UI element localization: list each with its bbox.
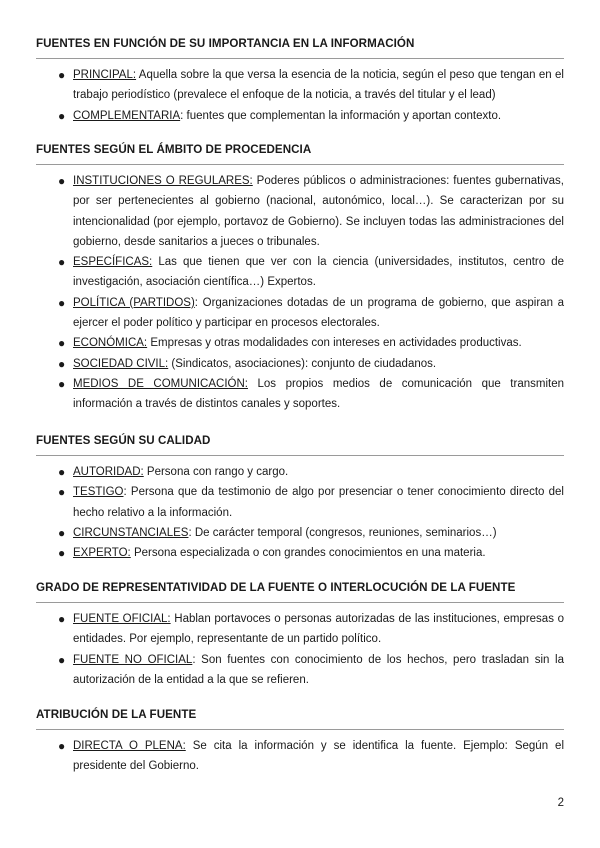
section-procedencia	[36, 143, 564, 415]
section-heading: ATRIBUCIÓN DE LA FUENTE	[36, 708, 197, 721]
bullet-icon: ●	[58, 336, 66, 351]
list-item	[36, 462, 564, 482]
bullet-list	[36, 65, 564, 126]
item-term: CIRCUNSTANCIALES	[73, 526, 189, 539]
item-term: DIRECTA O PLENA:	[73, 740, 186, 752]
bullet-list	[36, 462, 564, 563]
list-item	[36, 171, 564, 252]
section-divider	[36, 602, 564, 603]
section-calidad	[36, 434, 564, 563]
item-text: Aquella sobre la que versa la esencia de la noticia, según el peso que tengan en el trabajo periodístico (prevalece el enfoque de la noticia, a través del titular y el lead)	[73, 69, 564, 102]
list-item	[36, 354, 564, 374]
bullet-icon: ●	[58, 255, 66, 270]
item-text: Empresas y otras modalidades con intereses en actividades productivas.	[147, 337, 522, 350]
bullet-icon: ●	[58, 465, 66, 479]
section-heading: GRADO DE REPRESENTATIVIDAD DE LA FUENTE O INTERLOCUCIÓN DE LA FUENTE	[36, 581, 516, 594]
section-divider	[36, 455, 564, 456]
list-item	[36, 65, 564, 106]
section-heading: FUENTES SEGÚN EL ÁMBITO DE PROCEDENCIA	[36, 143, 312, 156]
section-heading: FUENTES SEGÚN SU CALIDAD	[36, 434, 211, 447]
list-item	[36, 293, 564, 334]
item-text: : De carácter temporal (congresos, reuniones, seminarios…)	[188, 526, 497, 539]
bullet-icon: ●	[58, 295, 66, 310]
item-term: SOCIEDAD CIVIL:	[73, 357, 169, 370]
list-item	[36, 523, 564, 543]
item-term: ECONÓMICA:	[73, 337, 148, 350]
list-item	[36, 252, 564, 293]
bullet-icon: ●	[58, 356, 66, 371]
section-divider	[36, 729, 564, 730]
item-term: FUENTE OFICIAL:	[73, 613, 171, 625]
section-divider	[36, 164, 564, 165]
item-text: Persona especializada o con grandes conocimientos en una materia.	[130, 547, 486, 560]
item-text: : Persona que da testimonio de algo por presenciar o tener conocimiento directo del hecho relativo a la información.	[73, 486, 564, 519]
item-term: COMPLEMENTARIA	[73, 109, 181, 122]
list-item	[36, 736, 564, 777]
item-term: PRINCIPAL:	[73, 69, 137, 81]
item-text: Los propios medios de comunicación que transmiten información a través de distintos canales y soportes.	[73, 377, 564, 411]
list-item	[36, 543, 564, 563]
item-term: INSTITUCIONES O REGULARES:	[73, 175, 253, 187]
item-term: AUTORIDAD:	[73, 466, 144, 478]
list-item	[36, 482, 564, 523]
item-term: FUENTE NO OFICIAL	[73, 653, 193, 666]
bullet-icon: ●	[58, 525, 66, 540]
bullet-icon: ●	[58, 68, 66, 82]
page-number: 2	[557, 797, 564, 809]
item-term: POLÍTICA (PARTIDOS)	[73, 296, 195, 309]
item-term: TESTIGO	[73, 486, 124, 499]
section-importancia	[36, 37, 564, 126]
bullet-icon: ●	[58, 612, 66, 626]
bullet-icon: ●	[58, 485, 66, 500]
bullet-icon: ●	[58, 652, 66, 667]
item-term: EXPERTO:	[73, 547, 131, 560]
section-representatividad	[36, 581, 564, 690]
item-text: Las que tienen que ver con la ciencia (universidades, institutos, centro de investigación, asociación científica…) Expertos.	[73, 256, 564, 289]
bullet-icon: ●	[58, 108, 66, 123]
section-atribucion	[36, 708, 564, 777]
bullet-list	[36, 609, 564, 690]
item-text: Poderes públicos o administraciones: fuentes gubernativas, por ser pertenecientes al gobierno (nacional, autonómico, local…). Se caracterizan por su intencionalidad (por ejemplo, portavoz de Gobierno). Se incluyen todas las administraciones del gobierno, desde sanitarios a jueces o tribunales.	[73, 175, 564, 248]
list-item	[36, 650, 564, 691]
item-text: Se cita la información y se identifica la fuente. Ejemplo: Según el presidente del Gobierno.	[73, 740, 564, 773]
item-text: Persona con rango y cargo.	[143, 466, 289, 478]
item-text: : Organizaciones dotadas de un programa de gobierno, que aspiran a ejercer el poder político y participar en procesos electorales.	[73, 296, 564, 330]
bullet-icon: ●	[58, 376, 66, 391]
bullet-icon: ●	[58, 174, 66, 188]
item-term: ESPECÍFICAS:	[73, 256, 153, 269]
item-term: MEDIOS DE COMUNICACIÓN:	[73, 377, 248, 390]
item-text: : Son fuentes con conocimiento de los hechos, pero trasladan sin la autorización de la entidad a la que se refieren.	[73, 653, 565, 686]
bullet-list	[36, 736, 564, 777]
list-item	[36, 609, 564, 650]
list-item	[36, 333, 564, 353]
bullet-icon: ●	[58, 739, 66, 753]
item-text: : fuentes que complementan la información y aportan contexto.	[180, 109, 502, 122]
bullet-list	[36, 171, 564, 415]
item-text: (Sindicatos, asociaciones): conjunto de ciudadanos.	[168, 357, 437, 370]
list-item	[36, 374, 564, 415]
item-text: Hablan portavoces o personas autorizadas de las instituciones, empresas o entidades. Por ejemplo, representante de un partido político.	[73, 613, 565, 646]
section-heading: FUENTES EN FUNCIÓN DE SU IMPORTANCIA EN LA INFORMACIÓN	[36, 37, 415, 50]
section-divider	[36, 58, 564, 59]
list-item	[36, 106, 564, 126]
bullet-icon: ●	[58, 546, 66, 561]
